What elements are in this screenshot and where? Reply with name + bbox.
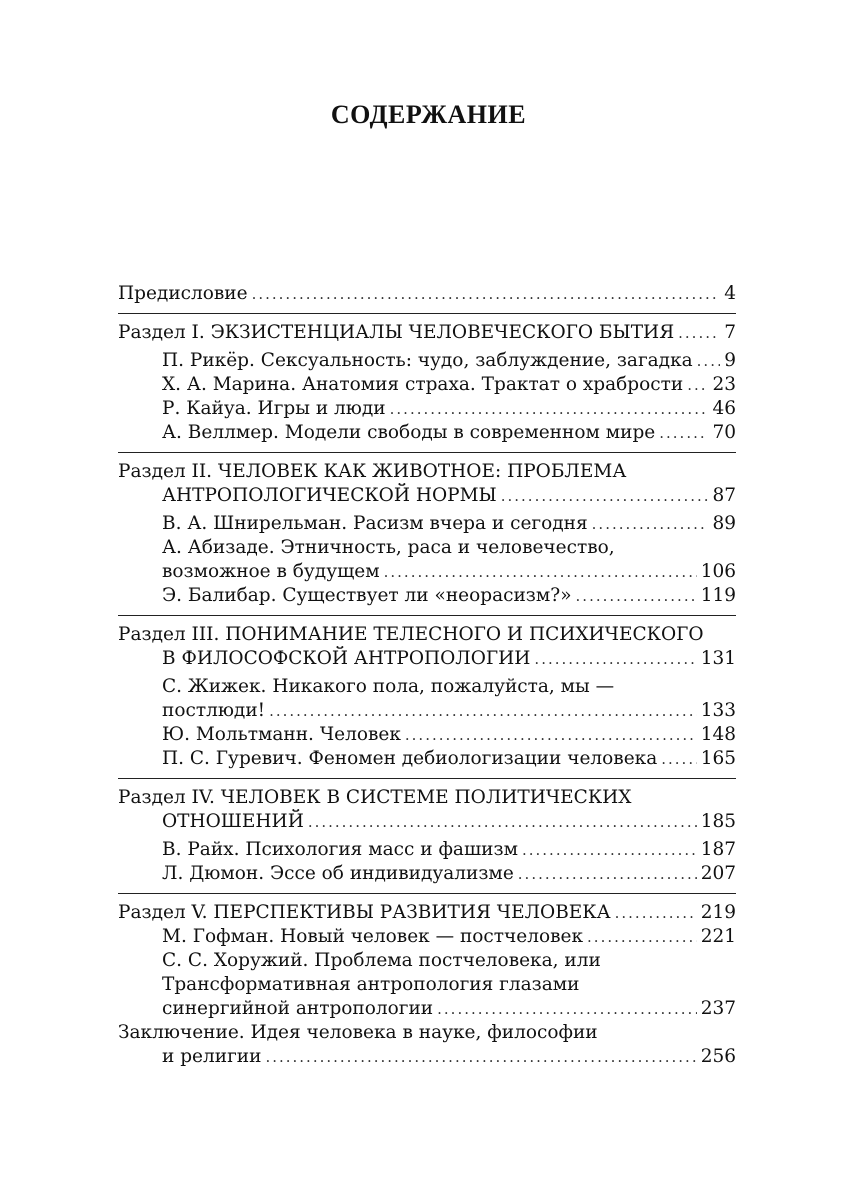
leader-dots	[501, 484, 709, 508]
entry-title-line: С. Жижек. Никакого пола, пожалуйста, мы —	[162, 676, 615, 697]
leader-dots	[587, 925, 697, 949]
section-divider	[118, 615, 736, 616]
section-heading-line: Раздел IV. ЧЕЛОВЕК В СИСТЕМЕ ПОЛИТИЧЕСКИХ	[118, 787, 632, 808]
page-title: СОДЕРЖАНИЕ	[330, 100, 527, 129]
toc-section-5[interactable]	[118, 901, 736, 925]
page-number: 4	[724, 283, 736, 304]
table-of-contents	[118, 282, 736, 1069]
leader-dots	[265, 1045, 696, 1069]
entry-title: В. А. Шнирельман. Расизм вчера и сегодня	[162, 513, 588, 534]
page-number: 133	[700, 700, 736, 721]
toc-entry[interactable]	[118, 723, 736, 747]
entry-title: постлюди!	[162, 700, 266, 721]
page-number: 119	[700, 585, 736, 606]
leader-dots	[576, 584, 697, 608]
leader-dots	[678, 321, 720, 345]
toc-entry[interactable]	[118, 421, 736, 445]
section-heading-line: Раздел III. ПОНИМАНИЕ ТЕЛЕСНОГО И ПСИХИЧЕСКОГО	[118, 624, 704, 645]
entry-title: возможное в будущем	[162, 561, 380, 582]
page-number: 187	[700, 839, 736, 860]
toc-entry[interactable]	[118, 560, 736, 584]
leader-dots	[308, 810, 697, 834]
toc-section-1[interactable]	[118, 321, 736, 345]
entry-title: В. Райх. Психология масс и фашизм	[162, 839, 518, 860]
toc-section-2[interactable]	[118, 484, 736, 508]
page-number: 7	[724, 322, 736, 343]
leader-dots	[437, 997, 697, 1021]
leader-dots	[615, 901, 697, 925]
page-number: 219	[700, 902, 736, 923]
toc-entry[interactable]	[118, 925, 736, 949]
toc-entry[interactable]	[118, 512, 736, 536]
entry-title: А. Веллмер. Модели свободы в современном мире	[162, 422, 656, 443]
page-number: 221	[700, 926, 736, 947]
toc-section-3[interactable]	[118, 647, 736, 671]
page-number: 46	[712, 398, 736, 419]
page-number: 185	[700, 811, 736, 832]
toc-entry[interactable]	[118, 862, 736, 886]
entry-title: Л. Дюмон. Эссе об индивидуализме	[162, 863, 514, 884]
entry-title: П. Рикёр. Сексуальность: чудо, заблуждение, загадка	[162, 350, 693, 371]
entry-title: П. С. Гуревич. Феномен дебиологизации человека	[162, 748, 658, 769]
page-number: 148	[700, 724, 736, 745]
conclusion-line: Заключение. Идея человека в науке, философии	[118, 1022, 598, 1043]
leader-dots	[522, 838, 697, 862]
toc-entry[interactable]	[118, 397, 736, 421]
section-divider	[118, 452, 736, 453]
entry-title: синергийной антропологии	[162, 998, 434, 1019]
leader-dots	[592, 512, 709, 536]
leader-dots	[534, 647, 696, 671]
entry-title: Р. Кайуа. Игры и люди	[162, 398, 386, 419]
entry-title: Раздел V. ПЕРСПЕКТИВЫ РАЗВИТИЯ ЧЕЛОВЕКА	[118, 902, 611, 923]
page-number: 9	[724, 350, 736, 371]
entry-title: АНТРОПОЛОГИЧЕСКОЙ НОРМЫ	[162, 485, 497, 506]
section-divider	[118, 778, 736, 779]
leader-dots	[384, 560, 697, 584]
leader-dots	[405, 723, 697, 747]
toc-section-4[interactable]	[118, 810, 736, 834]
page-number: 237	[700, 998, 736, 1019]
leader-dots	[390, 397, 709, 421]
toc-entry[interactable]	[118, 373, 736, 397]
section-divider	[118, 893, 736, 894]
page-number: 165	[700, 748, 736, 769]
leader-dots	[269, 699, 697, 723]
page-number: 87	[712, 485, 736, 506]
leader-dots	[659, 421, 708, 445]
entry-title: Предисловие	[118, 283, 248, 304]
leader-dots	[518, 862, 697, 886]
toc-entry[interactable]	[118, 997, 736, 1021]
entry-title-line: А. Абизаде. Этничность, раса и человечество,	[162, 537, 615, 558]
page-number: 256	[700, 1046, 736, 1067]
page-number: 70	[712, 422, 736, 443]
section-heading-line: Раздел II. ЧЕЛОВЕК КАК ЖИВОТНОЕ: ПРОБЛЕМА	[118, 461, 627, 482]
toc-entry[interactable]	[118, 349, 736, 373]
page-number: 207	[700, 863, 736, 884]
entry-title: Ю. Мольтманн. Человек	[162, 724, 401, 745]
leader-dots	[252, 282, 721, 306]
leader-dots	[697, 349, 721, 373]
entry-title-line: С. С. Хоружий. Проблема постчеловека, или	[162, 950, 601, 971]
entry-title: и религии	[162, 1046, 262, 1067]
leader-dots	[661, 747, 696, 771]
leader-dots	[687, 373, 708, 397]
entry-title: М. Гофман. Новый человек — постчеловек	[162, 926, 584, 947]
page-number: 89	[712, 513, 736, 534]
toc-entry[interactable]	[118, 699, 736, 723]
page-number: 131	[700, 648, 736, 669]
entry-title: Э. Балибар. Существует ли «неорасизм?»	[162, 585, 572, 606]
toc-entry[interactable]	[118, 838, 736, 862]
section-divider	[118, 313, 736, 314]
page-number: 23	[712, 374, 736, 395]
entry-title: Х. А. Марина. Анатомия страха. Трактат о храбрости	[162, 374, 684, 395]
entry-title: Раздел I. ЭКЗИСТЕНЦИАЛЫ ЧЕЛОВЕЧЕСКОГО БЫТИЯ	[118, 322, 675, 343]
page-number: 106	[700, 561, 736, 582]
entry-title: ОТНОШЕНИЙ	[162, 811, 304, 832]
toc-entry-conclusion[interactable]	[118, 1045, 736, 1069]
toc-entry-preface[interactable]	[118, 282, 736, 306]
entry-title-line: Трансформативная антропология глазами	[162, 974, 580, 995]
toc-entry[interactable]	[118, 747, 736, 771]
toc-entry[interactable]	[118, 584, 736, 608]
entry-title: В ФИЛОСОФСКОЙ АНТРОПОЛОГИИ	[162, 648, 531, 669]
